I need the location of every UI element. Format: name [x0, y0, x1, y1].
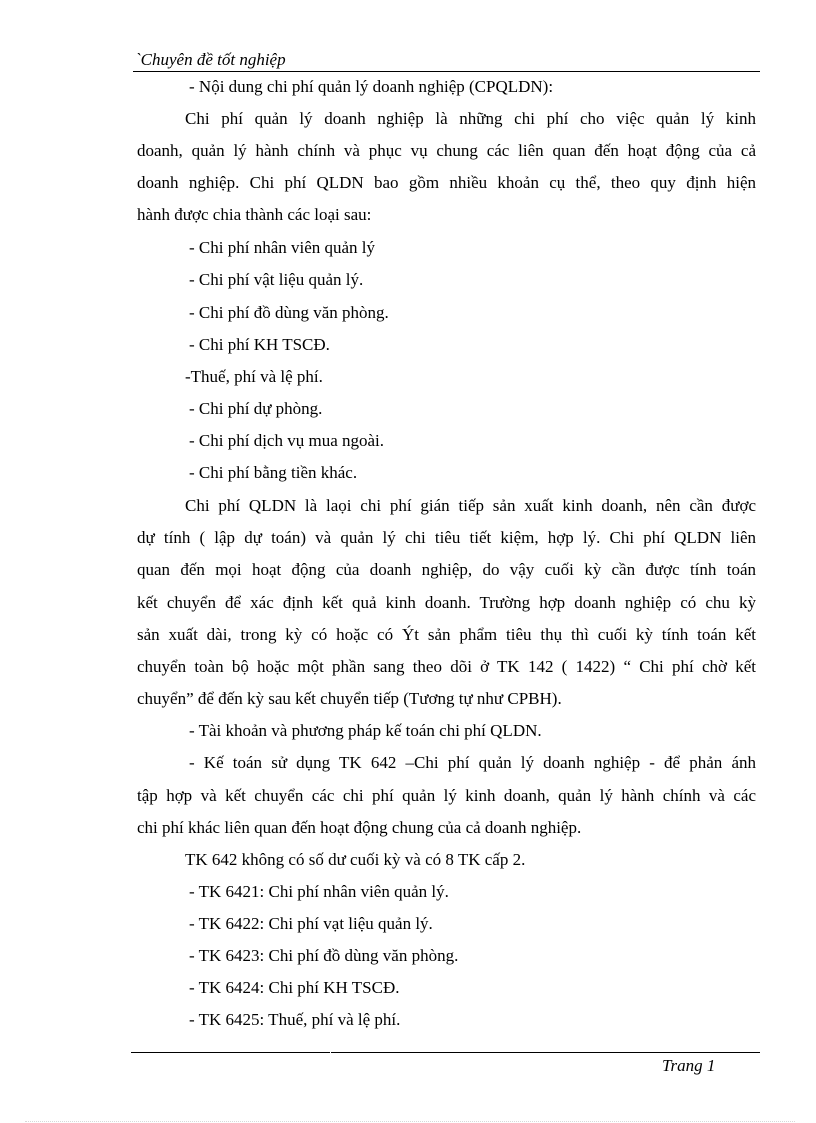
- text-line: chuyển toàn bộ hoặc một phần sang theo dõi ở TK 142 ( 1422) “ Chi phí chờ kết: [137, 657, 756, 676]
- running-header: `Chuyên đề tốt nghiệp: [135, 50, 286, 69]
- list-item: - Chi phí đồ dùng văn phòng.: [189, 303, 389, 322]
- page-number: Trang 1: [662, 1056, 716, 1075]
- text-line: quan đến mọi hoạt động của doanh nghiệp, do vậy cuối kỳ cần được tính toán: [137, 560, 756, 579]
- list-item: - Chi phí bằng tiền khác.: [189, 463, 358, 482]
- text-line: chuyển” để đến kỳ sau kết chuyển tiếp (Tương tự như CPBH).: [137, 689, 562, 708]
- text-line: hành được chia thành các loại sau:: [137, 205, 372, 224]
- text-line: dự tính ( lập dự toán) và quản lý chi tiêu tiết kiệm, hợp lý. Chi phí QLDN liên: [137, 528, 756, 547]
- text-line: TK 642 không có số dư cuối kỳ và có 8 TK cấp 2.: [185, 850, 526, 869]
- list-item: - Chi phí nhân viên quản lý: [189, 238, 376, 257]
- text-line: tập hợp và kết chuyển các chi phí quản lý kinh doanh, quản lý hành chính và các: [137, 786, 756, 805]
- text-line: - Kế toán sử dụng TK 642 –Chi phí quản lý doanh nghiệp - để phản ánh: [189, 753, 756, 772]
- footer-rule: [331, 1052, 760, 1053]
- text-line: chi phí khác liên quan đến hoạt động chung của cả doanh nghiệp.: [137, 818, 582, 837]
- text-line: - Tài khoản và phương pháp kế toán chi phí QLDN.: [189, 721, 542, 740]
- list-item: - Chi phí dự phòng.: [189, 399, 323, 418]
- text-line: kết chuyển để xác định kết quả kinh doanh. Trường hợp doanh nghiệp có chu kỳ: [137, 593, 756, 612]
- footer-rule-short: [131, 1052, 330, 1053]
- list-item: -Thuế, phí và lệ phí.: [185, 367, 323, 386]
- list-item: - TK 6425: Thuế, phí và lệ phí.: [189, 1010, 401, 1029]
- text-line: sản xuất dài, trong kỳ có hoặc có Ýt sản phẩm tiêu thụ thì cuối kỳ tính toán kết: [137, 625, 756, 644]
- list-item: - Chi phí dịch vụ mua ngoài.: [189, 431, 385, 450]
- list-item: - TK 6424: Chi phí KH TSCĐ.: [189, 978, 400, 997]
- list-item: - TK 6422: Chi phí vạt liệu quản lý.: [189, 914, 433, 933]
- text-line: doanh nghiệp. Chi phí QLDN bao gồm nhiều khoản cụ thể, theo quy định hiện: [137, 173, 756, 192]
- list-item: - TK 6421: Chi phí nhân viên quản lý.: [189, 882, 449, 901]
- page-edge-divider: [25, 1121, 795, 1122]
- list-item: - TK 6423: Chi phí đồ dùng văn phòng.: [189, 946, 459, 965]
- header-rule: [133, 71, 760, 72]
- list-item: - Chi phí vật liệu quản lý.: [189, 270, 364, 289]
- text-line: Chi phí QLDN là laọi chi phí gián tiếp sản xuất kinh doanh, nên cần được: [185, 496, 756, 515]
- list-item: - Chi phí KH TSCĐ.: [189, 335, 330, 354]
- text-line: - Nội dung chi phí quản lý doanh nghiệp (CPQLDN):: [189, 77, 554, 96]
- text-line: doanh, quản lý hành chính và phục vụ chung các liên quan đến hoạt động của cả: [137, 141, 756, 160]
- text-line: Chi phí quản lý doanh nghiệp là những chi phí cho việc quản lý kinh: [185, 109, 756, 128]
